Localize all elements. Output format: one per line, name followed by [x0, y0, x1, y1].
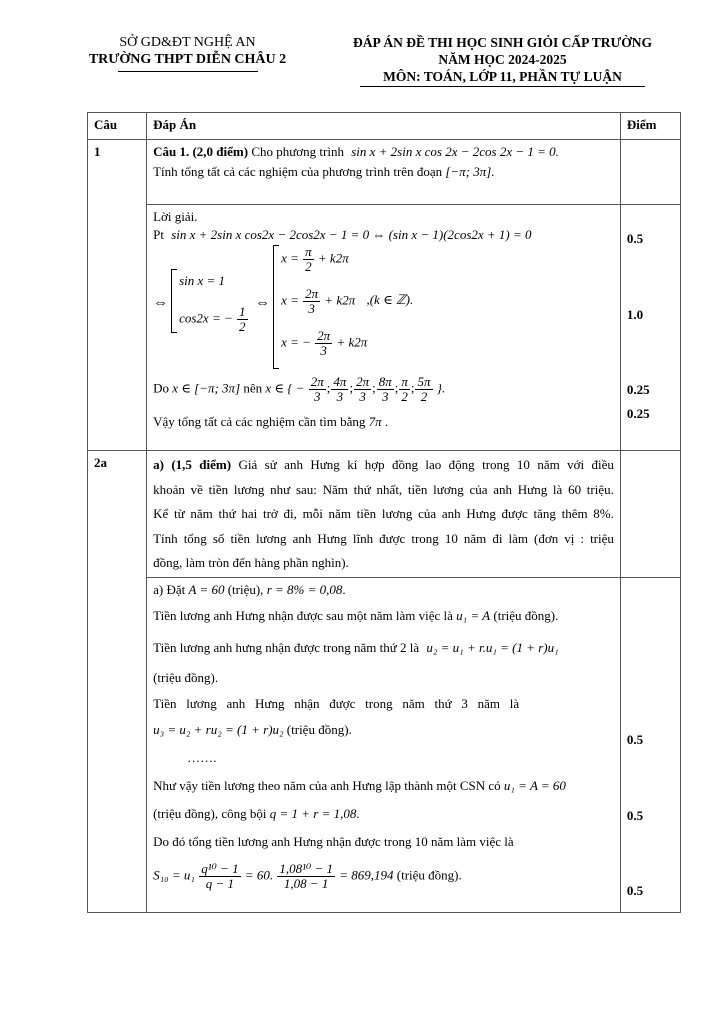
- s4-formula: u₃ = u₂ + ru₂ = (1 + r)u₂: [153, 722, 284, 737]
- equiv-arrow: ⇔: [153, 295, 169, 311]
- table-row: [88, 578, 681, 913]
- s3-text: Tiền lương anh hưng nhận được trong năm thứ 2 là: [153, 640, 420, 655]
- root2-rhs: + k2π: [324, 292, 356, 308]
- set-fraction-den: 3: [359, 389, 366, 404]
- q1-problem: [147, 140, 621, 205]
- root3-rhs: + k2π: [336, 334, 368, 350]
- conclusion-text: Vậy tổng tất cả các nghiệm cần tìm bằng: [153, 414, 366, 429]
- answer-table: [87, 112, 681, 913]
- question-number: 1: [88, 140, 147, 451]
- set-fraction: [354, 375, 371, 404]
- s8-result: = 869,194: [339, 867, 394, 883]
- score: 1.0: [626, 307, 644, 322]
- s6-end: .: [356, 806, 360, 821]
- root2-lhs: x =: [281, 292, 299, 308]
- sys-eq-1: sin x = 1: [179, 273, 226, 288]
- score: 0.5: [626, 883, 644, 898]
- s1-unit: (triệu),: [227, 582, 264, 597]
- set-fraction-den: 2: [401, 389, 408, 404]
- root3-den: 3: [320, 343, 327, 358]
- solution-label: Lời giải.: [153, 209, 198, 224]
- q2a-scores: [620, 578, 680, 913]
- set-fraction: [331, 375, 348, 404]
- half-den: 2: [239, 319, 246, 334]
- q2a-label: a) (1,5 điểm): [153, 457, 232, 472]
- frac2-den: 1,08 − 1: [283, 876, 329, 891]
- root2-num: 2π: [305, 286, 319, 301]
- set-fraction: [309, 375, 326, 404]
- q1-step1: sin x + 2sin x cos2x − 2cos2x − 1 = 0 ⇔ (sin x − 1)(2cos2x + 1) = 0: [171, 227, 532, 242]
- score-cell: [620, 451, 680, 578]
- k-domain: ,(k ∈ ℤ).: [366, 292, 414, 308]
- s3-formula: u₂ = u₁ + r.u₁ = (1 + r)u₁: [426, 640, 559, 655]
- root1-rhs: + k2π: [317, 250, 349, 266]
- header-left: [80, 34, 295, 72]
- table-row: [88, 205, 681, 451]
- q1-solution: [147, 205, 621, 451]
- school-name: TRƯỜNG THPT DIỄN CHÂU 2: [88, 52, 287, 67]
- q2a-text-3: Kể từ năm thứ hai trở đi, mỗi năm tiền lương của anh Hưng được tăng thêm 8%.: [153, 506, 614, 521]
- score: 0.5: [626, 732, 644, 747]
- root1-num: π: [305, 244, 312, 259]
- score: 0.5: [626, 231, 644, 246]
- q1-interval: [−π; 3π].: [445, 164, 495, 179]
- s7-text: Do đó tổng tiền lương anh Hưng nhận được trong 10 năm làm việc là: [153, 834, 514, 849]
- s3-unit: (triệu đồng).: [153, 670, 219, 685]
- root1-lhs: x =: [281, 250, 299, 266]
- do-label: Do: [153, 380, 169, 396]
- conclusion-end: .: [384, 414, 389, 429]
- half-num: 1: [239, 304, 246, 319]
- q1-equation: sin x + 2sin x cos 2x − 2cos 2x − 1 = 0.: [351, 144, 559, 159]
- frac1-den: q − 1: [205, 876, 235, 891]
- s4-text: Tiền lương anh Hưng nhận được trong năm thứ 3 năm là: [153, 696, 520, 711]
- pt-label: Pt: [153, 227, 164, 242]
- exam-title: ĐÁP ÁN ĐỀ THI HỌC SINH GIỎI CẤP TRƯỜNG: [352, 35, 653, 50]
- do-interval: x ∈ [−π; 3π]: [172, 380, 241, 396]
- header-right-rule: [360, 86, 645, 87]
- root2-den: 3: [308, 301, 315, 316]
- set-fraction-num: π: [401, 374, 408, 389]
- s2-text: Tiền lương anh Hưng nhận được sau một năm làm việc là: [153, 608, 453, 623]
- set-separator: ;: [326, 380, 331, 396]
- set-separator: ;: [372, 380, 376, 396]
- col-header-question: Câu: [88, 113, 147, 140]
- col-header-score: Điểm: [620, 113, 680, 140]
- q2a-text-1: Giả sử anh Hưng kí hợp đồng lao động trong 10 năm với điều: [238, 457, 614, 472]
- header-left-rule: [118, 71, 258, 72]
- do-set-close: }.: [436, 380, 446, 396]
- ellipsis: …….: [187, 750, 217, 765]
- bracket-2: [273, 245, 279, 369]
- s5-text: Như vậy tiền lương theo năm của anh Hưng lập thành một CSN có: [153, 778, 501, 793]
- s8-mid: = 60.: [244, 867, 274, 883]
- q2a-text-4: Tính tổng số tiền lương anh Hưng lĩnh được trong 10 năm đi làm (đơn vị : triệu: [153, 530, 614, 546]
- table-row: [88, 451, 681, 578]
- set-fraction-num: 5π: [417, 374, 431, 389]
- q2a-problem: [147, 451, 621, 578]
- solution-set: [308, 374, 434, 404]
- score: 0.5: [626, 808, 644, 823]
- col-header-answer: Đáp Án: [147, 113, 621, 140]
- q1-task: Tính tổng tất cả các nghiệm của phương trình trên đoạn: [153, 164, 443, 179]
- s5-formula: u₁ = A = 60: [503, 778, 566, 793]
- s8-lhs: S₁₀ = u₁: [153, 867, 195, 883]
- q2a-text-2: khoản về tiền lương như sau: Năm thứ nhất, tiền lương của anh Hưng là 60 triệu.: [153, 481, 614, 497]
- s1-end: .: [342, 582, 346, 597]
- set-fraction-num: 8π: [378, 374, 392, 389]
- q1-label: Câu 1. (2,0 điểm): [153, 144, 249, 159]
- school-year: NĂM HỌC 2024-2025: [438, 52, 567, 67]
- root3-lhs: x = −: [281, 334, 311, 350]
- set-fraction-num: 2π: [356, 374, 370, 389]
- table-header-row: [88, 113, 681, 140]
- score: 0.25: [626, 382, 650, 397]
- q2a-text-5: đồng, làm tròn đến hàng phần nghìn).: [153, 555, 349, 570]
- s6-text: (triệu đồng), công bội: [153, 806, 267, 821]
- set-separator: ;: [394, 380, 399, 396]
- set-fraction-den: 3: [336, 389, 344, 404]
- root1-den: 2: [305, 259, 312, 274]
- q1-scores: [620, 205, 680, 451]
- score-cell: [620, 140, 680, 205]
- do-nen: nên: [243, 380, 263, 396]
- set-fraction-num: 2π: [310, 374, 324, 389]
- set-separator: ;: [349, 380, 354, 396]
- set-fraction: [377, 375, 394, 404]
- question-number: 2a: [88, 451, 147, 913]
- frac2-num: 1,08¹⁰ − 1: [279, 861, 333, 876]
- s1-r: r = 8% = 0,08: [266, 582, 343, 597]
- frac1-num: q¹⁰ − 1: [201, 861, 239, 876]
- bracket-1: [171, 269, 177, 333]
- conclusion-value: 7π: [368, 414, 382, 429]
- root3-num: 2π: [317, 328, 331, 343]
- set-separator: ;: [410, 380, 415, 396]
- s1-A: A = 60: [188, 582, 225, 597]
- s4-unit: (triệu đồng).: [286, 722, 352, 737]
- sys-eq-2: cos2x = −: [179, 310, 233, 326]
- set-fraction-den: 3: [381, 389, 389, 404]
- s2-unit: (triệu đồng).: [493, 608, 559, 623]
- do-set-open: x ∈ { −: [265, 380, 305, 396]
- s6-formula: q = 1 + r = 1,08: [269, 806, 357, 821]
- q1-intro: Cho phương trình: [251, 144, 344, 159]
- set-fraction: [399, 375, 410, 404]
- set-fraction-den: 2: [420, 389, 428, 404]
- header-right: [340, 34, 665, 87]
- s8-unit: (triệu đồng).: [396, 867, 462, 883]
- subject-line: MÔN: TOÁN, LỚP 11, PHẦN TỰ LUẬN: [383, 69, 622, 84]
- set-fraction-num: 4π: [333, 374, 347, 389]
- s2-formula: u₁ = A: [456, 608, 491, 623]
- s1-lead: a) Đặt: [153, 582, 186, 597]
- table-row: [88, 140, 681, 205]
- department-name: SỞ GD&ĐT NGHỆ AN: [119, 35, 256, 50]
- set-fraction-den: 3: [314, 389, 321, 404]
- score: 0.25: [626, 406, 650, 421]
- set-fraction: [415, 375, 432, 404]
- q2a-solution: [147, 578, 621, 913]
- equiv-arrow-2: ⇔: [255, 295, 271, 311]
